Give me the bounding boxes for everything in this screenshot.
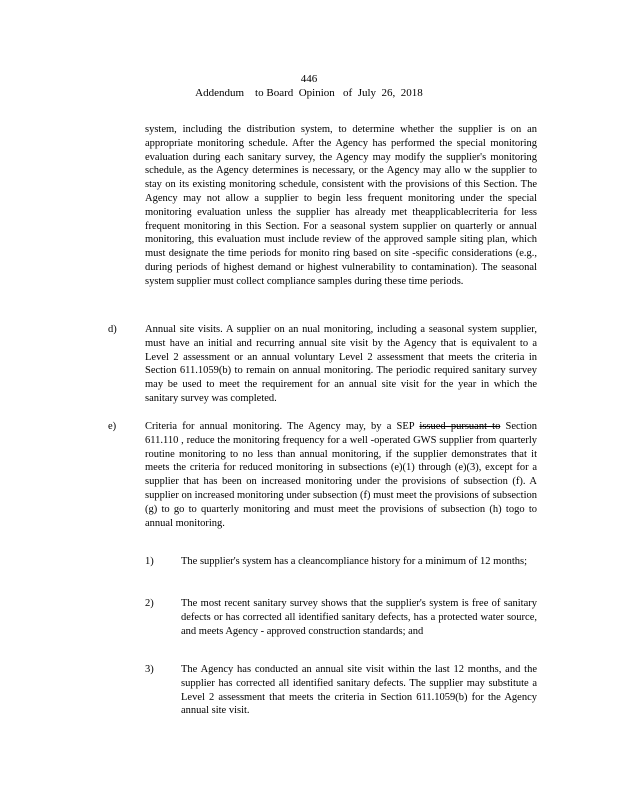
section-d-label: d) — [108, 324, 117, 335]
section-e-text-start: Criteria for annual monitoring. The Agency may, by a SEP — [145, 421, 420, 432]
page-number: 446 — [300, 73, 318, 85]
struck-text: issued pursuant to — [419, 421, 501, 432]
subitem-2-text: The most recent sanitary survey shows that the supplier's system is free of sanitary defects or has corrected all identified sanitary defects, has a protected water source, and meets Agency - approved construction standards; and — [181, 598, 537, 637]
section-e-paragraph — [145, 420, 537, 530]
subitem-1-text: The supplier's system has a cleancompliance history for a minimum of 12 months; — [181, 556, 527, 567]
subitem-1-label: 1) — [145, 556, 154, 567]
section-d-paragraph: Annual site visits. A supplier on an nual monitoring, including a seasonal system supplier, must have an initial and recurring annual site visit by the Agency that is equivalent to a Level 2 assessment or an annual voluntary Level 2 assessment that meets the criteria in Section 611.1059(b) to remain on annual monitoring. The periodic required sanitary survey may be used to meet the requirement for an annual site visit for the year in which the sanitary survey was completed. — [145, 324, 537, 404]
page-title: Addendum to Board Opinion of July 26, 2018 — [195, 87, 423, 99]
intro-paragraph: system, including the distribution system, to determine whether the supplier is on an appropriate monitoring schedule. After the Agency has performed the special monitoring evaluation during each sanitary survey, the Agency may modify the supplier's monitoring schedule, as the Agency determines is necessary, or the Agency may allo w the supplier to stay on its existing monitoring schedule, consistent with the provisions of this Section. The Agency may not allow a supplier to begin less frequent monitoring under the special monitoring evaluation unless the supplier has already met theapplicablecriteria for less frequent monitoring in this Section. For a seasonal system supplier on quarterly or annual monitoring, this evaluation must include review of the approved sample siting plan, which must designate the time periods for monito ring based on site -specific considerations (e.g., during periods of highest demand or highest vulnerability to contamination). The seasonal system supplier must collect compliance samples during these time periods. — [145, 124, 537, 287]
subitem-3-text: The Agency has conducted an annual site visit within the last 12 months, and the supplier has corrected all identified sanitary defects. The supplier may substitute a Level 2 assessment that meets the criteria in Section 611.1059(b) for the Agency annual site visit. — [181, 664, 537, 717]
subitem-2-label: 2) — [145, 598, 154, 609]
section-e-text-end: Section 611.110 , reduce the monitoring frequency for a well -operated GWS supplier from quarterly routine monitoring to no less than annual monitoring, if the supplier demonstrates that it meets the criteria for reduced monitoring in subsections (e)(1) through (e)(3), except for a supplier that has been on increased monitoring under the provisions of subsection (f). A supplier on increased monitoring under subsection (f) must meet the provisions of subsection (g) to go to quarterly monitoring and must meet the provisions of subsection (h) togo to annual monitoring. — [145, 421, 537, 529]
subitem-3-label: 3) — [145, 664, 154, 675]
section-e-label: e) — [108, 421, 117, 432]
